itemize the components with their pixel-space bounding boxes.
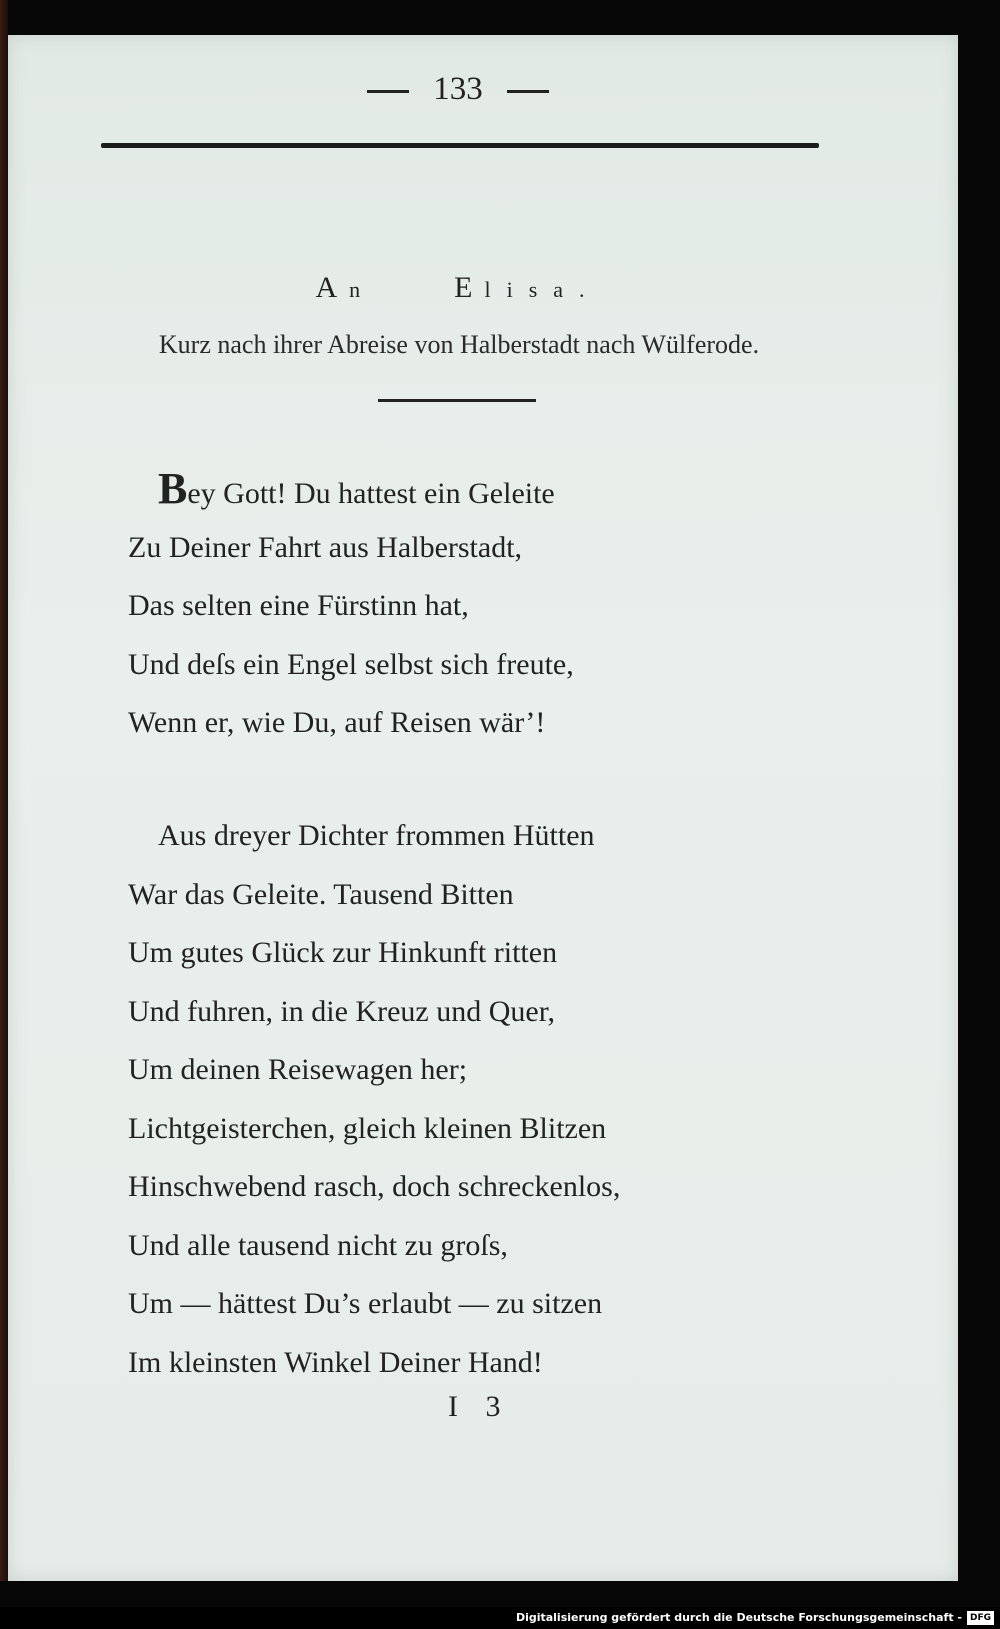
stanza-line: Und alle tausend nicht zu groſs, bbox=[128, 1228, 508, 1262]
dfg-logo: DFG bbox=[967, 1611, 994, 1625]
dropcap: B bbox=[158, 464, 188, 513]
stanza-line: Und fuhren, in die Kreuz und Quer, bbox=[128, 994, 556, 1028]
poem-title bbox=[8, 271, 908, 305]
page-number-text: 133 bbox=[433, 71, 483, 107]
stanza-line: Zu Deiner Fahrt aus Halberstadt, bbox=[128, 530, 523, 564]
stanza-line-text: ey Gott! Du hattest ein Geleite bbox=[187, 477, 555, 510]
title-rest-2: lisa. bbox=[484, 277, 601, 302]
stanza-line: Das selten eine Fürstinn hat, bbox=[128, 589, 469, 622]
stanza-line: Um deinen Reisewagen her; bbox=[128, 1053, 468, 1086]
footer-text: Digitalisierung gefördert durch die Deutsche Forschungsgemeinschaft - bbox=[515, 1611, 962, 1624]
stanza-line: Um gutes Glück zur Hinkunft ritten bbox=[128, 936, 558, 969]
stanza-line: Im kleinsten Winkel Deiner Hand! bbox=[128, 1345, 543, 1379]
dash-right bbox=[507, 90, 549, 93]
stanza-line: Um — hättest Du’s erlaubt — zu sitzen bbox=[128, 1287, 603, 1320]
stanza-line: Hinschwebend rasch, doch schreckenlos, bbox=[128, 1170, 621, 1203]
digitization-footer bbox=[0, 1607, 1000, 1629]
header-rule bbox=[101, 143, 819, 148]
stanza-line: Lichtgeisterchen, gleich kleinen Blitzen bbox=[128, 1111, 607, 1145]
stanza-1 bbox=[128, 460, 768, 753]
title-rest-1: n bbox=[349, 277, 377, 302]
title-initial-1: A bbox=[315, 271, 350, 304]
page-number bbox=[8, 71, 908, 108]
stanza-line: Und deſs ein Engel selbst sich freute, bbox=[128, 647, 574, 681]
stanza-line: War das Geleite. Tausend Bitten bbox=[128, 877, 514, 911]
dash-left bbox=[367, 90, 409, 93]
stanza-line bbox=[128, 460, 768, 519]
poem-subtitle: Kurz nach ihrer Abreise von Halberstadt nach Wülferode. bbox=[158, 330, 760, 359]
title-divider bbox=[378, 399, 536, 402]
book-page bbox=[8, 35, 958, 1581]
book-edge bbox=[0, 0, 8, 1581]
signature-mark: I 3 bbox=[448, 1390, 511, 1423]
stanza-line: Wenn er, wie Du, auf Reisen wär’! bbox=[128, 706, 546, 739]
stanza-line: Aus dreyer Dichter frommen Hütten bbox=[158, 819, 595, 852]
title-initial-2: E bbox=[454, 271, 485, 304]
stanza-2 bbox=[128, 807, 768, 1392]
